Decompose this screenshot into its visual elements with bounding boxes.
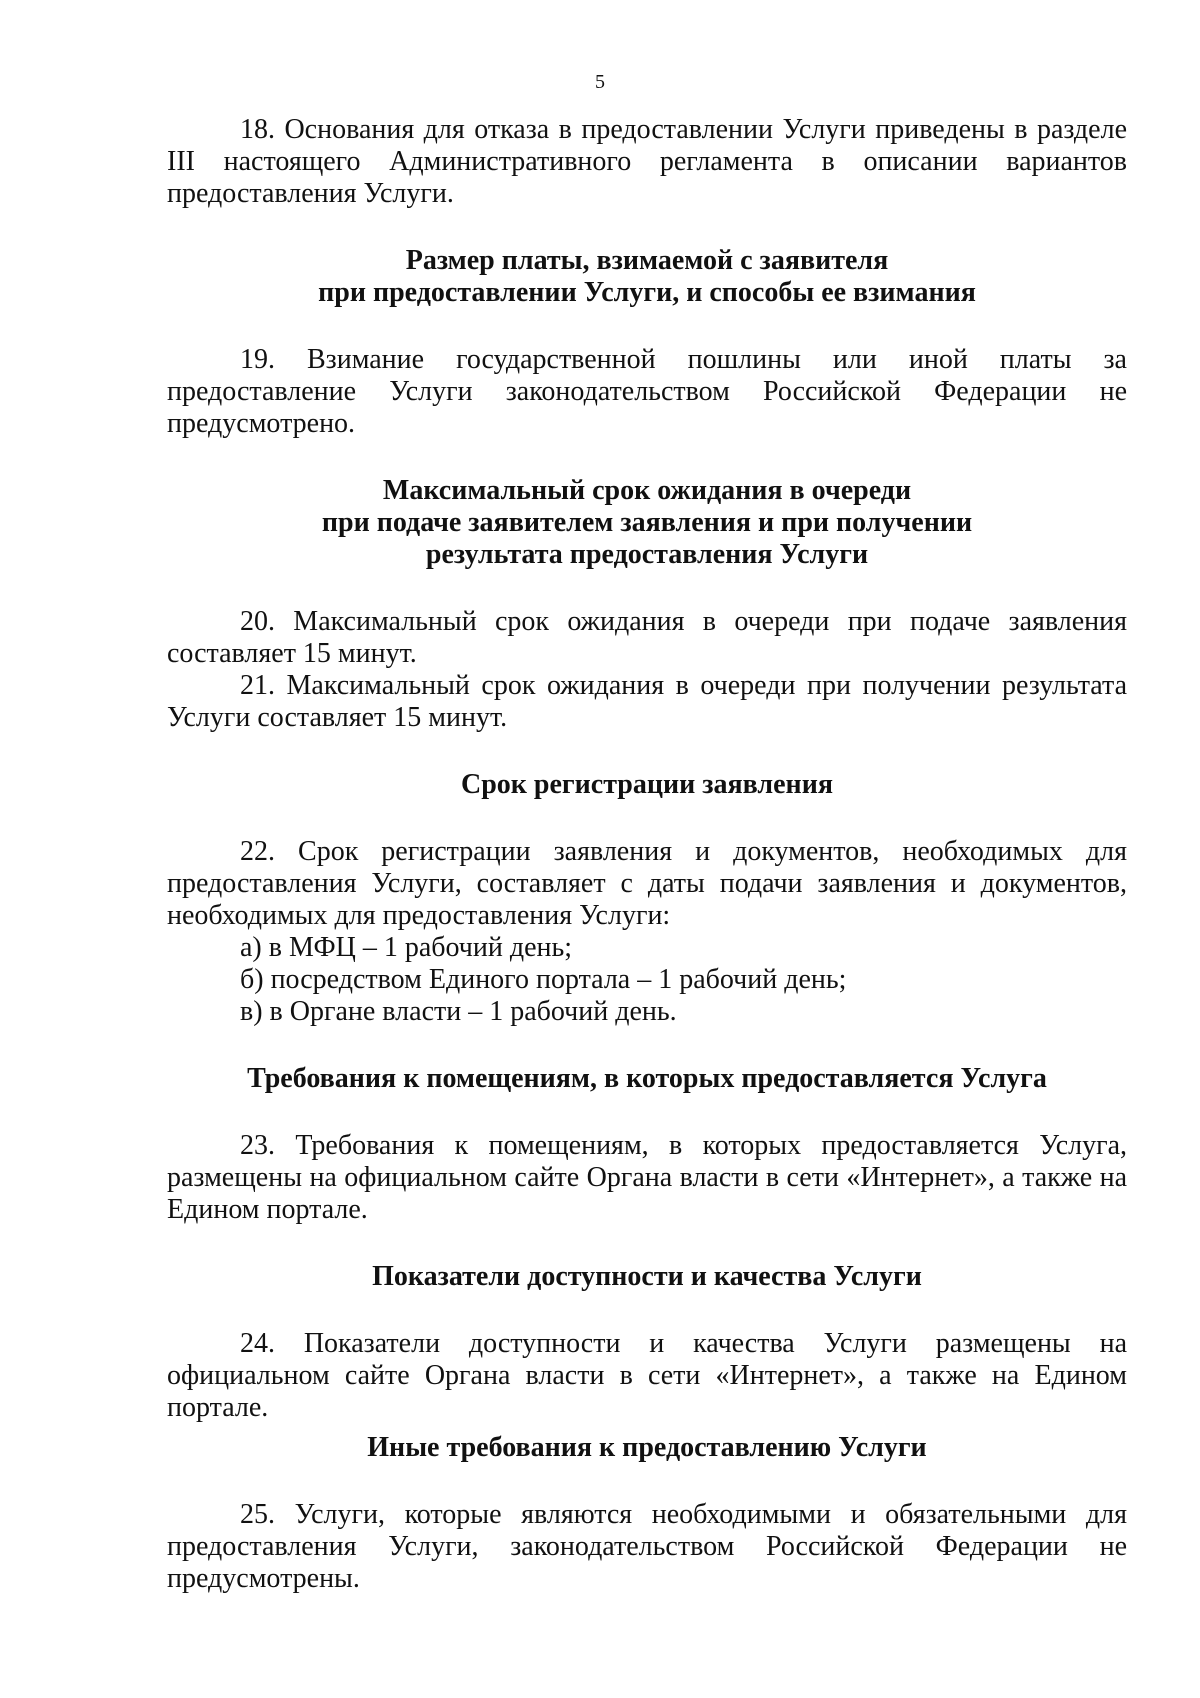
paragraph-25: 25. Услуги, которые являются необходимыми и обязательными для предоставления Услуги, законодательством Российской Федерации не предусмотрены. bbox=[167, 1499, 1127, 1594]
page-number: 5 bbox=[595, 71, 605, 93]
heading-queue-line-1: Максимальный срок ожидания в очереди bbox=[382, 475, 912, 506]
paragraph-18: 18. Основания для отказа в предоставлении Услуги приведены в разделе III настоящего Административного регламента в описании вариантов предоставления Услуги. bbox=[167, 114, 1127, 209]
heading-queue-line-3: результата предоставления Услуги bbox=[425, 539, 869, 570]
paragraph-22-item-a: а) в МФЦ – 1 рабочий день; bbox=[240, 932, 573, 963]
heading-queue bbox=[167, 475, 1127, 571]
document-body bbox=[167, 114, 1127, 1595]
paragraph-22-item-b: б) посредством Единого портала – 1 рабочий день; bbox=[240, 964, 847, 995]
heading-premises: Требования к помещениям, в которых предоставляется Услуга bbox=[247, 1063, 1047, 1094]
heading-queue-line-2: при подаче заявителем заявления и при получении bbox=[321, 507, 973, 538]
paragraph-21: 21. Максимальный срок ожидания в очереди при получении результата Услуги составляет 15 минут. bbox=[167, 670, 1127, 733]
paragraph-22-item-c: в) в Органе власти – 1 рабочий день. bbox=[240, 996, 677, 1027]
heading-registration: Срок регистрации заявления bbox=[461, 769, 833, 800]
heading-indicators: Показатели доступности и качества Услуги bbox=[372, 1261, 922, 1292]
heading-fee bbox=[167, 245, 1127, 309]
paragraph-20: 20. Максимальный срок ожидания в очереди при подаче заявления составляет 15 минут. bbox=[167, 606, 1127, 669]
paragraph-24: 24. Показатели доступности и качества Услуги размещены на официальном сайте Органа власти в сети «Интернет», а также на Едином портале. bbox=[167, 1328, 1127, 1423]
heading-fee-line-2: при предоставлении Услуги, и способы ее взимания bbox=[318, 277, 976, 308]
paragraph-23: 23. Требования к помещениям, в которых предоставляется Услуга, размещены на официальном сайте Органа власти в сети «Интернет», а также на Едином портале. bbox=[167, 1130, 1127, 1225]
heading-fee-line-1: Размер платы, взимаемой с заявителя bbox=[405, 245, 889, 276]
heading-other-requirements: Иные требования к предоставлению Услуги bbox=[367, 1432, 927, 1463]
paragraph-19: 19. Взимание государственной пошлины или иной платы за предоставление Услуги законодательством Российской Федерации не предусмотрено. bbox=[167, 344, 1127, 439]
paragraph-22: 22. Срок регистрации заявления и документов, необходимых для предоставления Услуги, составляет с даты подачи заявления и документов, необходимых для предоставления Услуги: bbox=[167, 836, 1127, 931]
